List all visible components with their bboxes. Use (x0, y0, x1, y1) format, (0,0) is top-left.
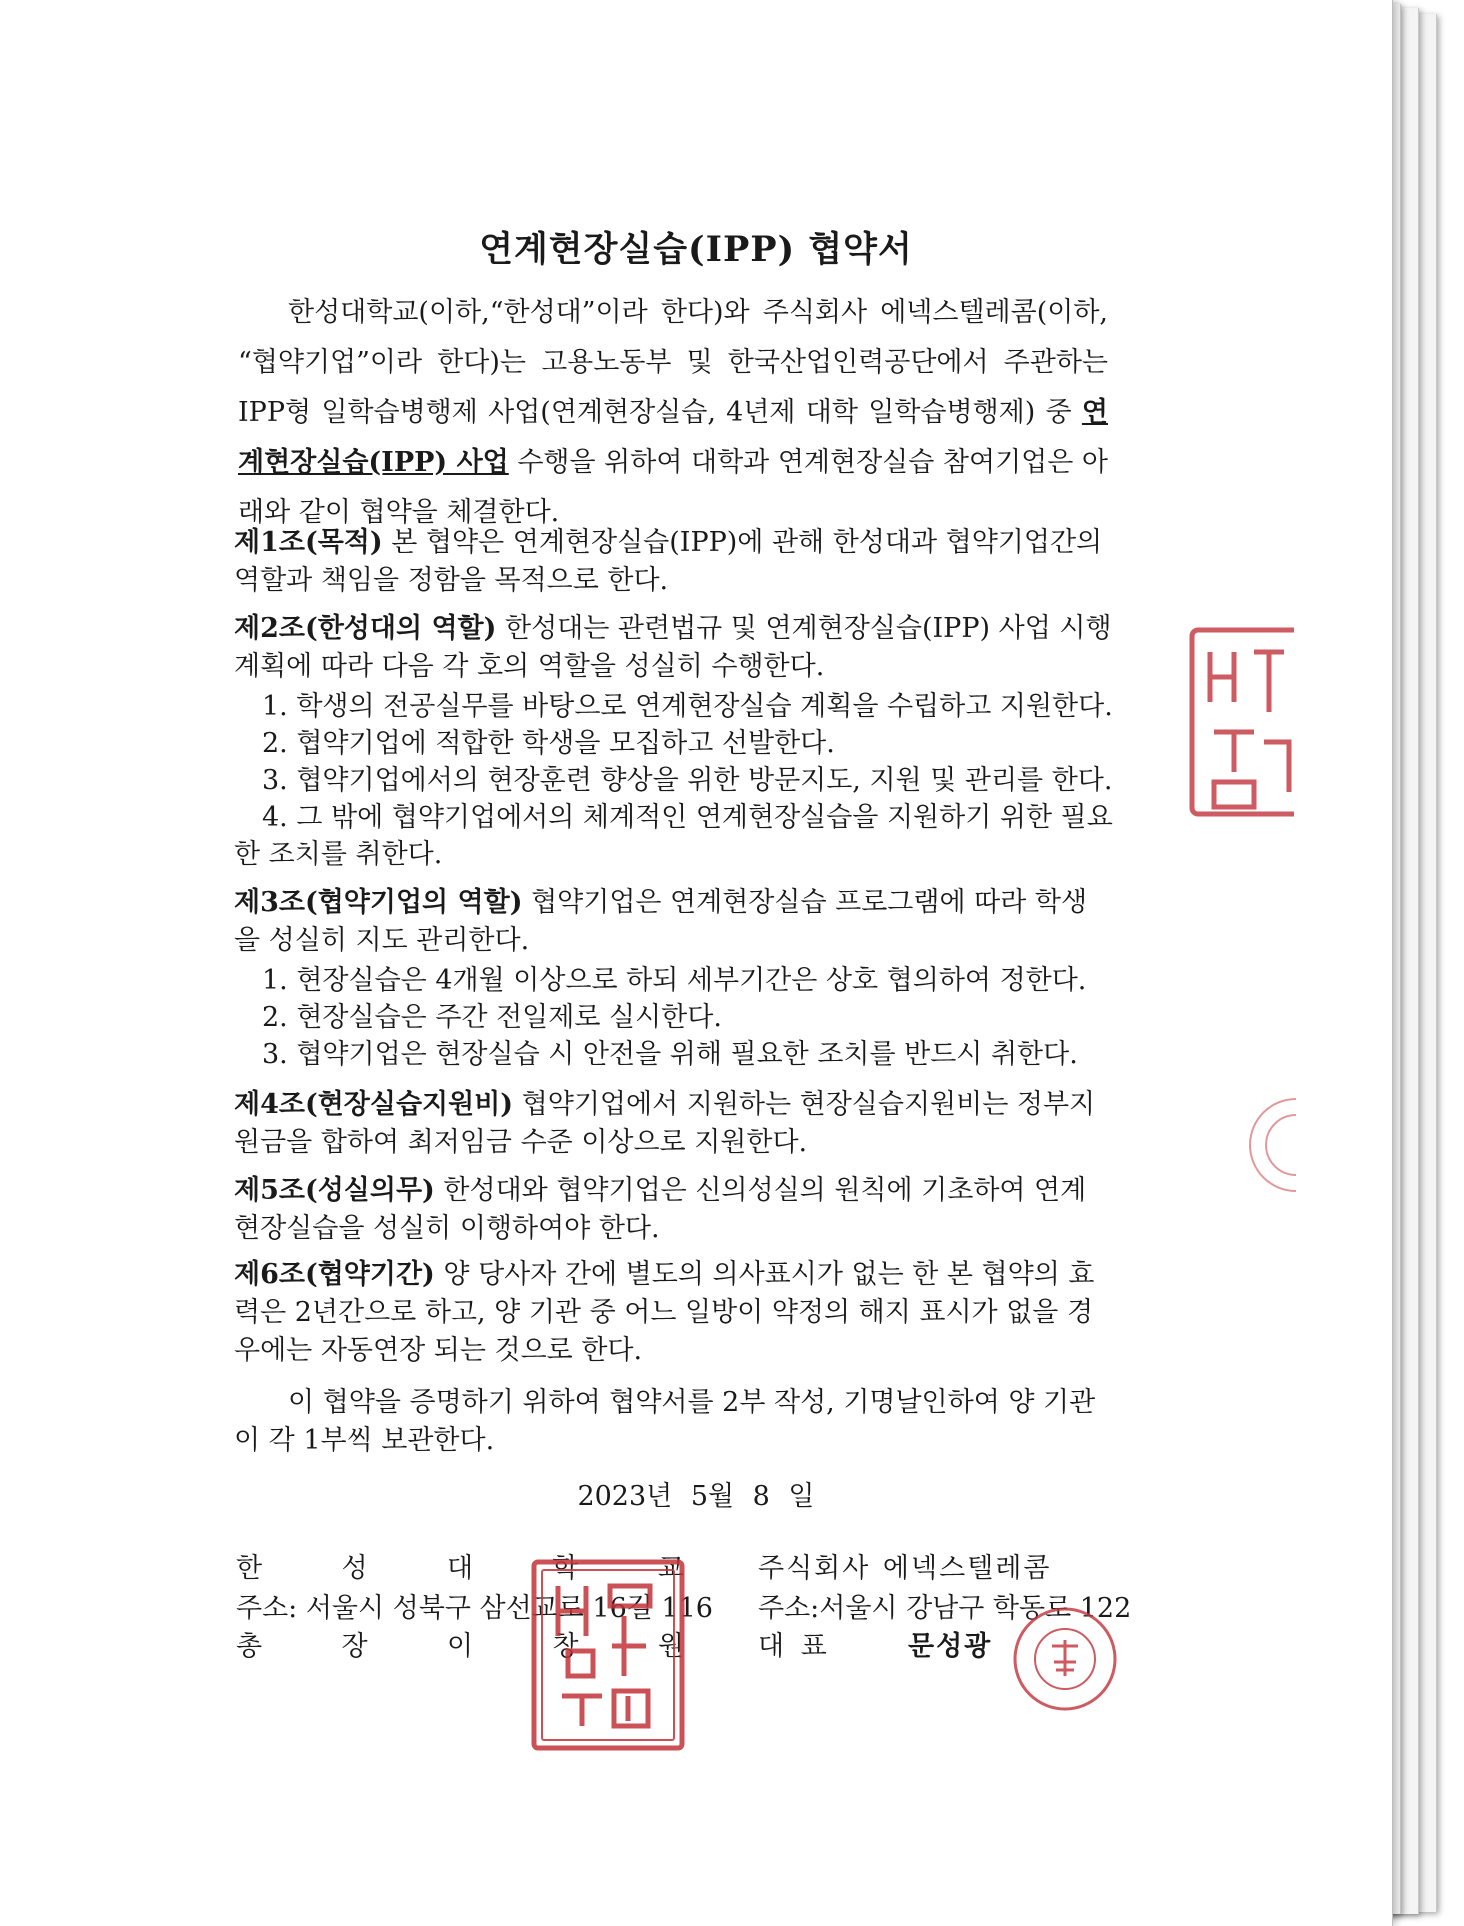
overlap-seal-top (1184, 622, 1294, 822)
intro-text-before: 한성대학교(이하,“한성대”이라 한다)와 주식회사 에넥스텔레콤(이하, “협약기업”이라 한다)는 고용노동부 및 한국산업인력공단에서 주관하는 IPP형 일학습병행제 사업(연계현장실습, 4년제 대학 일학습병행제) 중 (238, 297, 1108, 428)
overlap-seal-bottom (1240, 1090, 1296, 1200)
article-4 (234, 1086, 1112, 1162)
article-4-heading: 제4조(현장실습지원비) (234, 1089, 514, 1120)
intro-text-after: 수행을 위하여 대학과 연계현장실습 참여기업은 아래와 같이 협약을 체결한다. (238, 447, 1108, 528)
university-name-char: 학 (552, 1553, 579, 1584)
article-6-heading: 제6조(협약기간) (234, 1259, 435, 1290)
article-2-items (234, 688, 1122, 873)
president-name-char: 이 (446, 1631, 474, 1662)
article-6-body: 양 당사자 간에 별도의 의사표시가 없는 한 본 협약의 효력은 2년간으로 하고, 양 기관 중 어느 일방이 약정의 해지 표시가 없을 경우에는 자동연장 되는 것으로 한다. (234, 1259, 1095, 1366)
intro-paragraph (238, 288, 1108, 538)
article-2 (234, 610, 1112, 686)
president-title-char: 총 (236, 1631, 263, 1662)
article-3-heading: 제3조(협약기업의 역할) (234, 887, 523, 918)
article-5 (234, 1172, 1112, 1248)
list-item: 2. 협약기업에 적합한 학생을 모집하고 선발한다. (262, 728, 835, 759)
company-address: 주소:서울시 강남구 학동로 122 (758, 1593, 1132, 1624)
president-name-char: 원 (657, 1631, 684, 1662)
article-3-body: 협약기업은 연계현장실습 프로그램에 따라 학생을 성실히 지도 관리한다. (234, 887, 1088, 956)
university-name-char: 성 (341, 1553, 368, 1584)
university-address: 주소: 서울시 성북구 삼선교로 16길 116 (236, 1593, 713, 1624)
university-name-char: 교 (657, 1553, 684, 1584)
university-name-char: 대 (446, 1553, 474, 1584)
list-item: 3. 협약기업은 현장실습 시 안전을 위해 필요한 조치를 반드시 취한다. (262, 1039, 1078, 1070)
agreement-date: 2023년 5월 8 일 (577, 1481, 815, 1512)
company-name: 주식회사 에넥스텔레콤 (758, 1553, 1052, 1584)
intro-emphasis: 연계현장실습(IPP) 사업 (238, 397, 1108, 478)
article-5-heading: 제5조(성실의무) (234, 1175, 435, 1206)
company-ceo-name: 문성광 (908, 1631, 993, 1662)
article-6 (234, 1256, 1112, 1370)
article-1-body: 본 협약은 연계현장실습(IPP)에 관해 한성대과 협약기업간의 역할과 책임을 정함을 목적으로 한다. (234, 527, 1103, 596)
university-seal (528, 1556, 688, 1756)
president-name-char: 창 (552, 1631, 579, 1662)
university-name-char: 한 (236, 1553, 263, 1584)
ceo-seal (1010, 1604, 1120, 1714)
list-item: 1. 학생의 전공실무를 바탕으로 연계현장실습 계획을 수립하고 지원한다. (262, 691, 1113, 722)
list-item: 2. 현장실습은 주간 전일제로 실시한다. (262, 1002, 722, 1033)
article-3 (234, 884, 1112, 960)
article-2-heading: 제2조(한성대의 역할) (234, 613, 497, 644)
article-1 (234, 524, 1112, 600)
company-ceo-title: 대 표 (758, 1631, 831, 1662)
article-3-items (262, 962, 1122, 1073)
president-title-char: 장 (341, 1631, 368, 1662)
document-title: 연계현장실습(IPP) 협약서 (479, 229, 913, 270)
article-5-body: 한성대와 협약기업은 신의성실의 원칙에 기초하여 연계현장실습을 성실히 이행하여야 한다. (234, 1175, 1087, 1244)
article-1-heading: 제1조(목적) (234, 527, 383, 558)
list-item: 3. 협약기업에서의 현장훈련 향상을 위한 방문지도, 지원 및 관리를 한다. (262, 765, 1113, 796)
article-2-body: 한성대는 관련법규 및 연계현장실습(IPP) 사업 시행계획에 따라 다음 각 호의 역할을 성실히 수행한다. (234, 613, 1112, 682)
article-4-body: 협약기업에서 지원하는 현장실습지원비는 정부지원금을 합하여 최저임금 수준 이상으로 지원한다. (234, 1089, 1096, 1158)
list-item: 1. 현장실습은 4개월 이상으로 하되 세부기간은 상호 협의하여 정한다. (262, 965, 1087, 996)
list-item: 4. 그 밖에 협약기업에서의 체계적인 연계현장실습을 지원하기 위한 필요한 조치를 취한다. (234, 802, 1113, 870)
closing-paragraph: 이 협약을 증명하기 위하여 협약서를 2부 작성, 기명날인하여 양 기관이 각 1부씩 보관한다. (234, 1387, 1096, 1456)
